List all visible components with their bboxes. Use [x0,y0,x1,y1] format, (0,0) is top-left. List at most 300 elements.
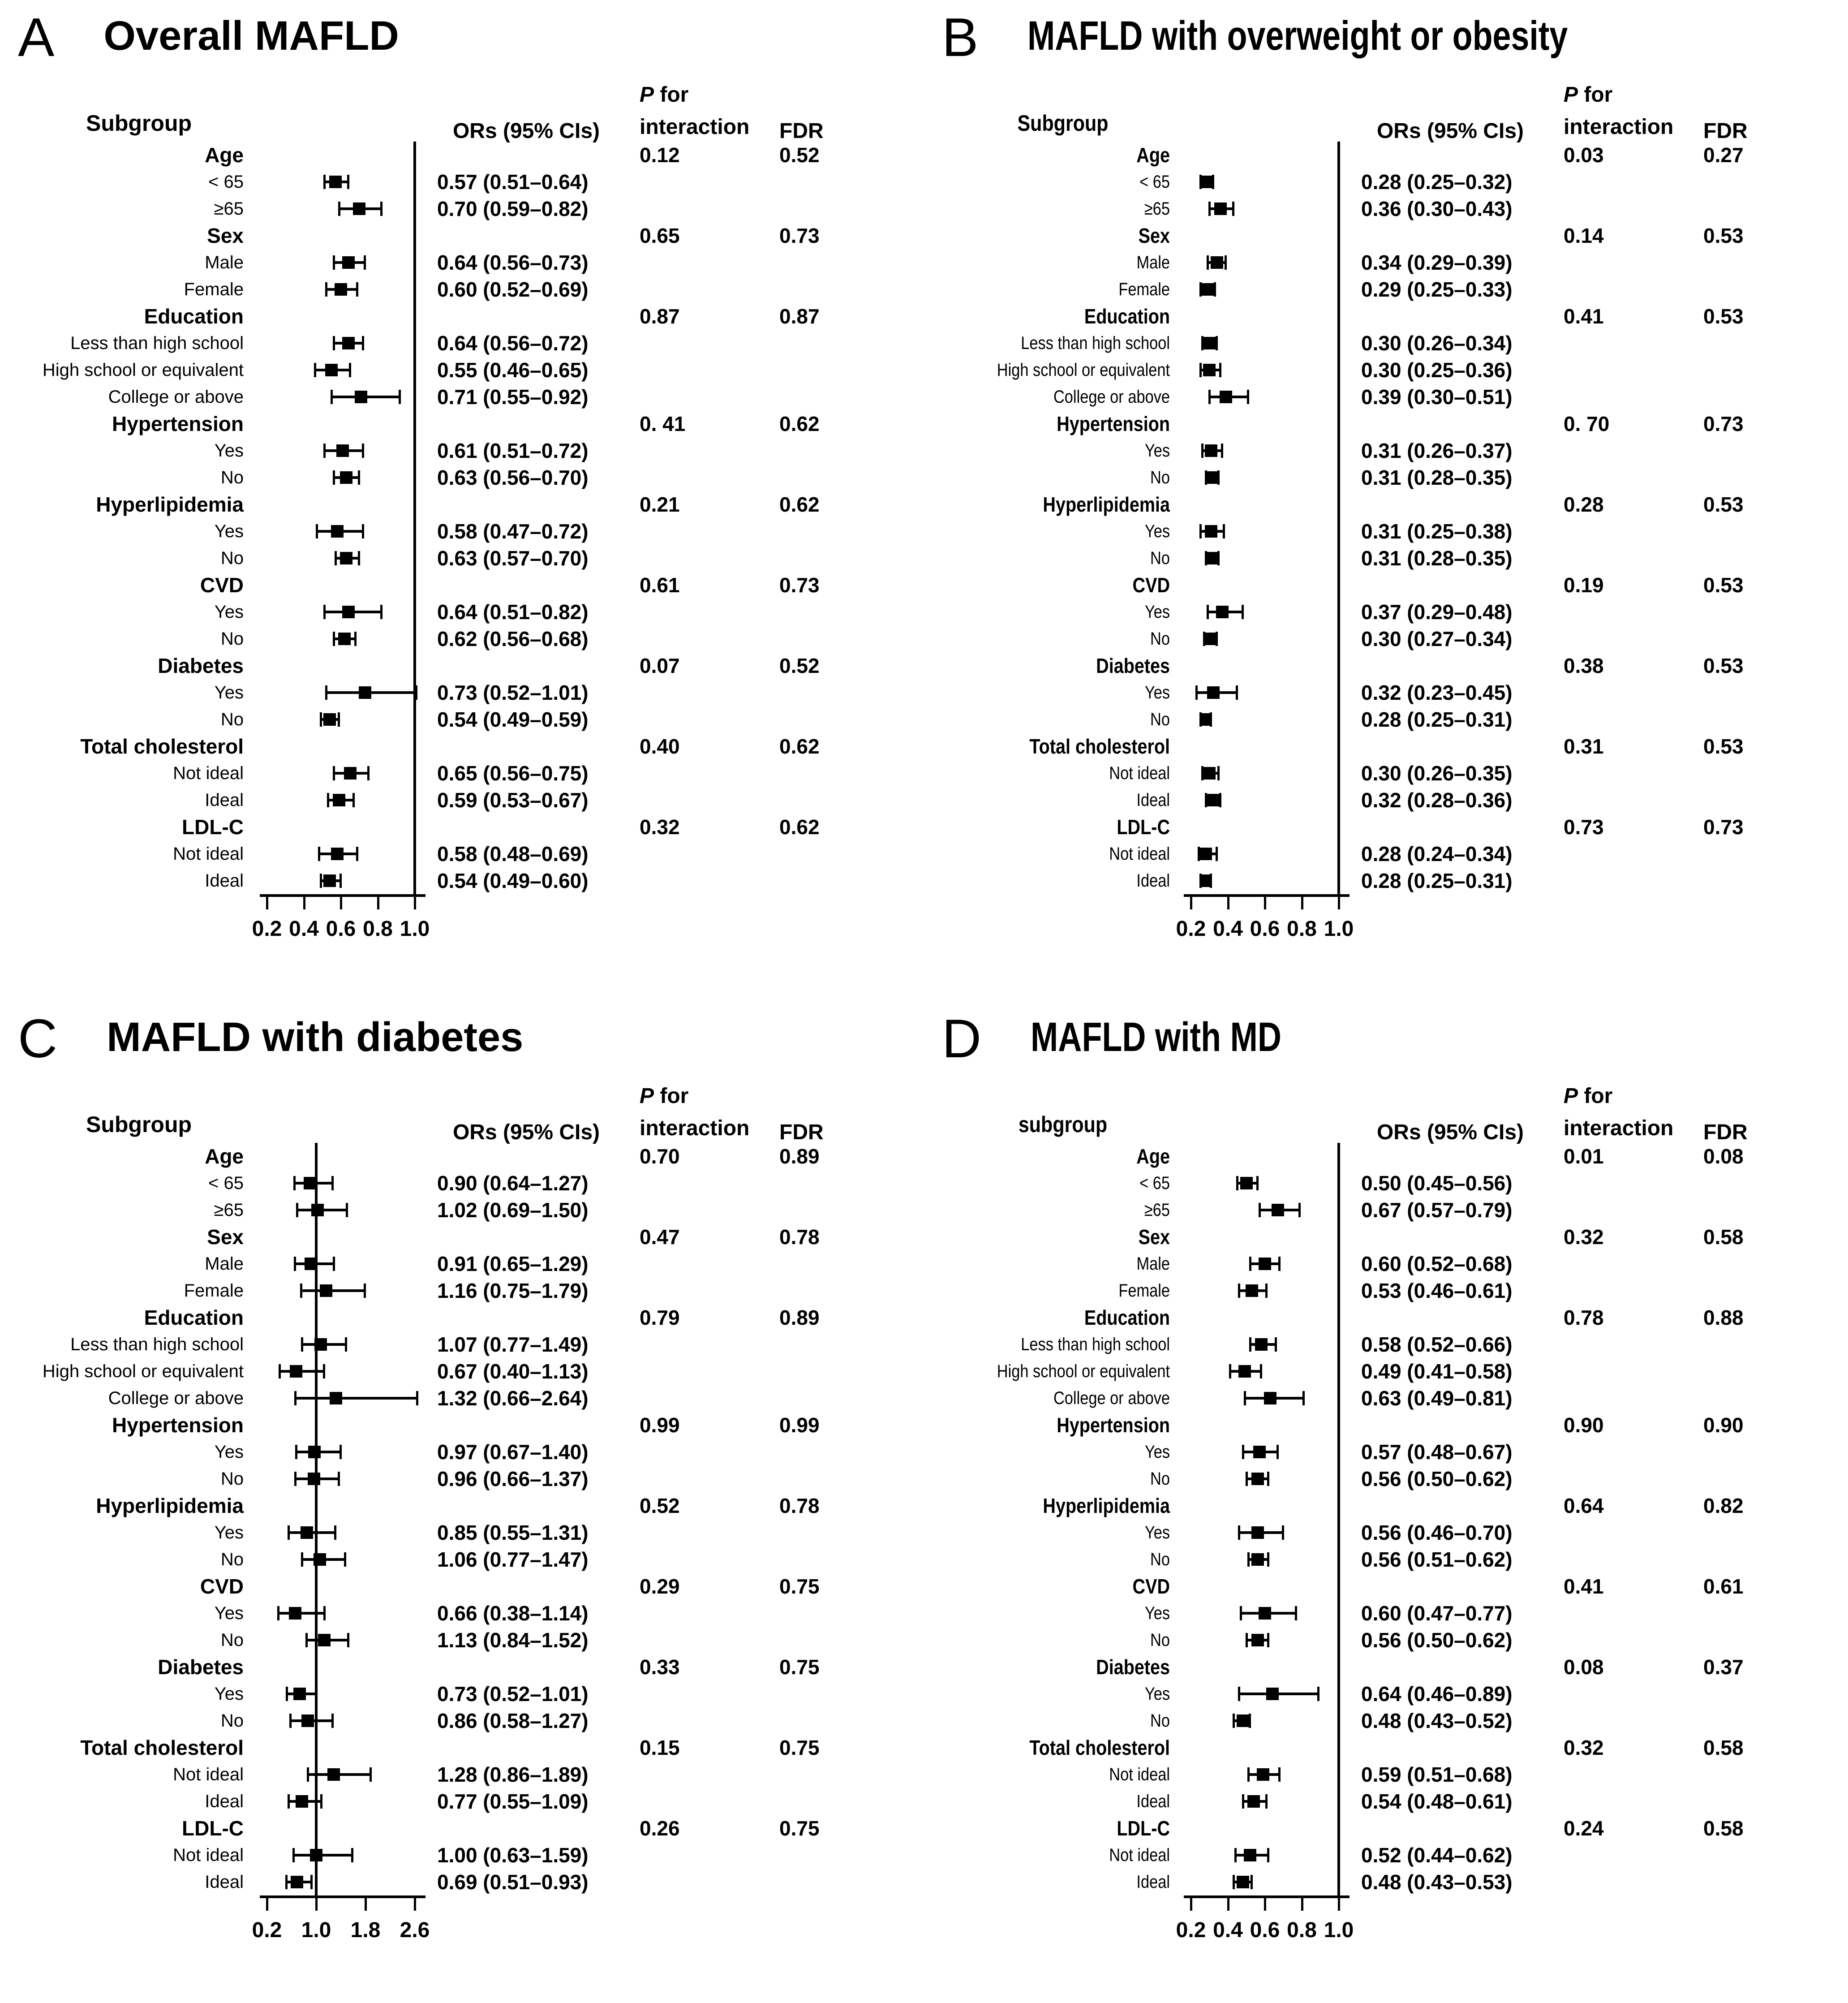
panel-head [942,1008,1848,1080]
row-label: Not ideal [173,844,244,864]
ci-marker [260,437,425,464]
fdr-value: 0.37 [1703,1655,1744,1679]
point-estimate-square [353,202,365,215]
row-label: No [220,709,244,729]
or-ci-text: 0.48 (0.43–0.52) [1361,1709,1513,1732]
axis-tick [1264,897,1266,909]
group-row [18,1815,924,1842]
forest-row [942,1600,1848,1627]
forest-row [942,357,1848,383]
point-estimate-square [1246,1284,1258,1297]
p-for-label: P for [640,1084,689,1108]
point-estimate-square [301,1526,313,1539]
forest-row [942,1761,1848,1788]
forest-row [18,1869,924,1895]
or-ci-text: 0.56 (0.50–0.62) [1361,1467,1513,1490]
row-label: Yes [1144,440,1170,461]
or-ci-text: 0.36 (0.30–0.43) [1361,197,1513,220]
axis-tick [377,897,379,909]
point-estimate-square [1251,1526,1264,1539]
plot-cell-empty [1184,733,1349,760]
axis-tick [266,897,268,909]
p-interaction-value: 0.38 [1564,654,1604,677]
ci-cap-left [301,1337,303,1352]
row-label: Ideal [1136,1872,1170,1892]
ci-cap-left [1208,202,1211,216]
group-label: Sex [1138,224,1170,247]
ci-cap-left [1199,524,1202,538]
forest-row [942,383,1848,410]
ci-cap-left [333,470,335,485]
or-ci-text: 0.77 (0.55–1.09) [437,1790,589,1813]
ci-cap-right [1278,1767,1281,1782]
group-label: Hypertension [112,1413,244,1437]
group-label: Age [1136,1145,1170,1168]
point-estimate-square [296,1795,308,1808]
fdr-value: 0.52 [779,143,820,167]
point-estimate-square [318,1634,331,1646]
fdr-value: 0.27 [1703,143,1744,167]
group-label: Sex [1138,1225,1170,1249]
group-label: Hyperlipidemia [1043,1494,1170,1517]
ci-marker [1184,679,1349,706]
row-label: Yes [1144,1522,1170,1542]
group-label: Total cholesterol [1029,1736,1170,1759]
or-ci-text: 0.63 (0.49–0.81) [1361,1387,1513,1410]
ci-marker [1184,437,1349,464]
or-ci-text: 1.16 (0.75–1.79) [437,1279,589,1302]
forest-row [942,1331,1848,1358]
axis-tick-label: 0.8 [1287,1918,1317,1942]
point-estimate-square [1251,1553,1264,1566]
point-estimate-square [308,1446,321,1458]
col-header-p-interaction [1551,79,1690,143]
group-label: Hyperlipidemia [96,1494,244,1517]
point-estimate-square [1240,1177,1253,1189]
panel-title: MAFLD with overweight or obesity [1027,13,1568,59]
ci-marker [1184,383,1349,410]
fdr-value: 0.53 [1703,735,1744,758]
plot-cell-empty [260,1573,425,1600]
p-interaction-value: 0.21 [640,493,680,516]
x-axis-scale [252,1895,430,1969]
ci-cap-right [352,793,355,807]
or-ci-text: 0.64 (0.56–0.73) [437,251,589,274]
group-label: CVD [200,1575,244,1598]
plot-cell-empty [260,1304,425,1331]
forest-row [942,249,1848,276]
row-label: No [1150,629,1170,649]
ci-cap-right [1275,1337,1277,1352]
point-estimate-square [1211,256,1223,269]
ci-cap-right [1267,1552,1269,1567]
ci-cap-left [1238,1687,1240,1701]
p-interaction-value: 0.78 [1564,1306,1604,1329]
or-ci-text: 0.52 (0.44–0.62) [1361,1844,1513,1867]
ci-cap-left [1244,1391,1246,1405]
row-label: No [1150,1710,1170,1731]
point-estimate-square [301,1714,314,1727]
row-label: College or above [1053,1388,1170,1408]
ci-cap-right [338,1472,340,1486]
fdr-value: 0.58 [1703,1817,1744,1840]
point-estimate-square [1205,525,1217,538]
or-ci-text: 0.67 (0.40–1.13) [437,1360,589,1383]
plot-cell-empty [1184,222,1349,249]
point-estimate-square [1205,471,1217,484]
ci-marker [260,1761,425,1788]
forest-row [942,599,1848,625]
group-row [18,303,924,330]
fdr-value: 0.89 [779,1306,820,1329]
plot-cell-empty [1184,1412,1349,1439]
row-label: Yes [214,1522,244,1542]
group-label: Diabetes [1096,1655,1170,1679]
column-headers [942,79,1848,142]
ci-cap-left [295,1445,297,1459]
point-estimate-square [340,552,352,564]
ci-cap-right [1214,282,1216,297]
ci-cap-right [1302,1391,1305,1405]
p-for-label: P for [1564,83,1613,107]
p-interaction-value: 0.12 [640,143,680,167]
row-label: Yes [214,1684,244,1704]
or-ci-text: 0.58 (0.47–0.72) [437,520,589,543]
group-label: Age [205,1145,244,1168]
forest-row [942,1250,1848,1277]
ci-marker [260,1869,425,1895]
forest-row [18,1707,924,1734]
ci-whisker [326,691,417,694]
ci-cap-right [349,363,351,377]
plot-cell-empty [260,814,425,840]
plot-cell-empty [1184,1492,1349,1519]
ci-cap-left [323,605,326,619]
axis-tick-label: 1.0 [400,917,430,941]
ci-cap-left [294,1391,297,1405]
point-estimate-square [335,283,347,296]
or-ci-text: 0.90 (0.64–1.27) [437,1172,589,1195]
or-ci-text: 0.31 (0.28–0.35) [1361,466,1513,489]
group-row [942,1573,1848,1600]
axis-tick-label: 0.4 [1213,1918,1243,1942]
point-estimate-square [1203,633,1216,645]
ci-cap-left [323,175,326,189]
fdr-value: 0.62 [779,815,820,839]
or-ci-text: 1.06 (0.77–1.47) [437,1548,589,1571]
group-row [942,222,1848,249]
point-estimate-square [1264,1392,1276,1404]
fdr-value: 0.73 [779,224,820,247]
col-header-subgroup: subgroup [1018,1112,1108,1137]
ci-marker [1184,1546,1349,1573]
fdr-value: 0.53 [1703,224,1744,247]
ci-cap-left [331,390,333,404]
ci-marker [1184,1277,1349,1304]
ci-marker [260,276,425,303]
or-ci-text: 0.57 (0.48–0.67) [1361,1440,1513,1464]
forest-row [18,599,924,625]
axis-tick [1338,1898,1340,1911]
axis-tick [1190,1898,1192,1911]
p-interaction-value: 0.29 [640,1575,680,1598]
ci-cap-left [1246,1472,1248,1486]
ci-cap-right [1267,1472,1269,1486]
or-ci-text: 0.96 (0.66–1.37) [437,1467,589,1490]
ci-cap-right [354,632,357,646]
axis-tick [315,1898,318,1911]
ci-cap-right [1212,175,1214,189]
forest-row [18,1519,924,1546]
or-ci-text: 0.71 (0.55–0.92) [437,385,589,409]
ci-cap-left [288,1794,290,1809]
x-axis-line [260,894,425,897]
row-label: Less than high school [70,333,244,353]
panel-letter: A [18,7,55,68]
fdr-value: 0.58 [1703,1736,1744,1759]
fdr-value: 0.53 [1703,573,1744,597]
ci-marker [1184,357,1349,383]
axis-tick-label: 1.0 [1324,917,1354,941]
ci-cap-right [331,1714,334,1728]
forest-row [18,1358,924,1385]
ci-cap-right [1232,202,1234,216]
row-label: Yes [1144,1684,1170,1704]
axis-tick-label: 0.8 [1287,917,1317,941]
row-label: Less than high school [1021,1334,1170,1354]
row-label: ≥65 [214,1200,244,1220]
ci-cap-right [1282,1525,1284,1540]
group-label: Education [144,1306,244,1329]
fdr-value: 0.75 [779,1575,820,1598]
forest-row [18,1546,924,1573]
panel-head [18,7,924,79]
plot-area [18,142,924,968]
plot-cell-empty [260,222,425,249]
ci-cap-right [367,766,370,780]
column-headers [18,79,924,142]
plot-cell-empty [260,491,425,518]
ci-cap-right [340,1445,342,1459]
point-estimate-square [314,1553,326,1566]
row-label: ≥65 [1144,198,1170,219]
ci-marker [1184,1197,1349,1223]
row-label: Not ideal [173,1845,244,1865]
row-label: Not ideal [1109,1845,1170,1865]
or-ci-text: 0.69 (0.51–0.93) [437,1870,589,1894]
ci-cap-right [356,282,358,297]
ci-marker [260,867,425,894]
panel-letter: B [942,7,979,68]
ci-marker [260,1439,425,1465]
point-estimate-square [342,337,355,349]
or-ci-text: 0.63 (0.56–0.70) [437,466,589,489]
axis-tick-label: 0.6 [326,917,356,941]
ci-marker [260,545,425,572]
row-label: High school or equivalent [42,360,244,380]
point-estimate-square [305,1258,317,1270]
p-interaction-value: 0.32 [1564,1225,1604,1249]
or-ci-text: 1.02 (0.69–1.50) [437,1198,589,1222]
row-label: Yes [1144,1442,1170,1462]
p-interaction-value: 0.15 [640,1736,680,1759]
column-headers [942,1080,1848,1143]
ci-marker [1184,1358,1349,1385]
ci-marker [1184,464,1349,491]
or-ci-text: 0.61 (0.51–0.72) [437,439,589,462]
or-ci-text: 0.54 (0.49–0.60) [437,869,589,892]
forest-row [18,840,924,867]
group-row [18,1492,924,1519]
panel-d [924,1001,1848,2003]
point-estimate-square [1199,713,1212,726]
group-label: CVD [1132,573,1170,597]
ci-marker [260,1627,425,1654]
point-estimate-square [320,1284,332,1297]
forest-row [18,545,924,572]
ci-cap-right [1219,363,1221,377]
group-row [942,1734,1848,1761]
row-label: ≥65 [1144,1200,1170,1220]
fdr-value: 0.88 [1703,1306,1744,1329]
col-header-fdr: FDR [779,119,824,143]
axis-tick-label: 2.6 [400,1918,430,1942]
ci-cap-left [1249,1257,1251,1271]
p-interaction-value: 0.01 [1564,1145,1604,1168]
panel-letter: D [942,1008,982,1069]
ci-marker [1184,1627,1349,1654]
or-ci-text: 0.49 (0.41–0.58) [1361,1360,1513,1383]
forest-row [942,787,1848,814]
row-label: College or above [1053,387,1170,407]
fdr-value: 0.78 [779,1494,820,1517]
or-ci-text: 0.56 (0.46–0.70) [1361,1521,1513,1544]
row-label: No [1150,709,1170,729]
point-estimate-square [331,848,344,860]
row-label: Ideal [1136,870,1170,891]
ci-cap-left [1238,1525,1240,1540]
forest-row [18,760,924,787]
ci-cap-right [331,1176,334,1190]
fdr-value: 0.53 [1703,654,1744,677]
plot-cell-empty [1184,303,1349,330]
row-label: No [1150,1630,1170,1650]
p-italic: P [640,1084,654,1108]
ci-marker [260,787,425,814]
ci-cap-right [362,444,364,458]
row-label: Yes [214,440,244,461]
point-estimate-square [327,1768,340,1781]
row-label: Ideal [205,1791,244,1811]
or-ci-text: 0.28 (0.25–0.32) [1361,170,1513,194]
ci-marker [1184,1170,1349,1197]
axis-tick-label: 0.6 [1250,1918,1280,1942]
or-ci-text: 0.57 (0.51–0.64) [437,170,589,194]
group-row [18,491,924,518]
x-axis-scale [1176,1895,1354,1969]
col-header-subgroup: Subgroup [86,111,192,136]
ci-cap-right [333,1257,335,1271]
axis-tick [1338,897,1340,909]
ci-cap-right [1295,1606,1297,1620]
p-italic: P [1564,83,1578,107]
ci-marker [260,1600,425,1627]
x-axis-scale [1176,894,1354,968]
ci-cap-left [1207,605,1209,619]
plot-cell-empty [1184,1143,1349,1170]
or-ci-text: 0.97 (0.67–1.40) [437,1440,589,1464]
ci-cap-left [335,551,337,565]
ci-marker [260,625,425,652]
forest-row [18,1842,924,1869]
ci-cap-right [1276,1445,1279,1459]
ci-marker [260,1385,425,1412]
ci-cap-left [305,1633,308,1647]
or-ci-text: 0.30 (0.26–0.34) [1361,332,1513,355]
axis-tick [1227,897,1229,909]
fdr-value: 0.82 [1703,1494,1744,1517]
or-ci-text: 0.32 (0.23–0.45) [1361,681,1513,704]
forest-row [18,168,924,195]
or-ci-text: 0.64 (0.46–0.89) [1361,1682,1513,1706]
row-label: Yes [214,521,244,541]
forest-row [18,1680,924,1707]
group-row [942,410,1848,437]
point-estimate-square [1272,1204,1284,1216]
ci-cap-left [292,1848,295,1862]
plot-area [18,1143,924,1969]
ci-cap-left [294,1257,296,1271]
group-label: LDL-C [1117,815,1170,839]
forest-row [18,787,924,814]
p-interaction-value: 0.28 [1564,493,1604,516]
col-header-ors: ORs (95% CIs) [452,119,600,143]
ci-cap-left [1199,363,1202,377]
forest-row [18,706,924,733]
group-row [942,1143,1848,1170]
x-axis-scale [252,894,430,968]
point-estimate-square [325,364,338,376]
or-ci-text: 0.28 (0.25–0.31) [1361,708,1513,731]
ci-cap-right [1217,470,1220,485]
col-header-subgroup: Subgroup [1017,111,1109,136]
forest-row [942,1519,1848,1546]
col-header-ors: ORs (95% CIs) [452,1120,600,1144]
interaction-label: interaction [1564,115,1674,139]
forest-row [942,276,1848,303]
or-ci-text: 0.67 (0.57–0.79) [1361,1198,1513,1222]
or-ci-text: 0.30 (0.26–0.35) [1361,762,1513,785]
ci-marker [1184,1519,1349,1546]
ci-cap-left [1246,1633,1248,1647]
group-label: Education [144,305,244,328]
or-ci-text: 0.32 (0.28–0.36) [1361,788,1513,812]
group-row [18,814,924,840]
point-estimate-square [1259,1607,1271,1620]
or-ci-text: 0.34 (0.29–0.39) [1361,251,1513,274]
ci-marker [260,1197,425,1223]
row-label: High school or equivalent [997,360,1170,380]
plot-cell-empty [1184,491,1349,518]
ci-cap-right [1265,1284,1268,1298]
point-estimate-square [293,1688,306,1700]
ci-cap-left [1247,1767,1250,1782]
ci-cap-right [1223,524,1225,538]
row-label: < 65 [208,1173,244,1193]
p-interaction-value: 0.32 [1564,1736,1604,1759]
point-estimate-square [314,1338,327,1351]
axis-tick-label: 0.4 [1213,917,1243,941]
